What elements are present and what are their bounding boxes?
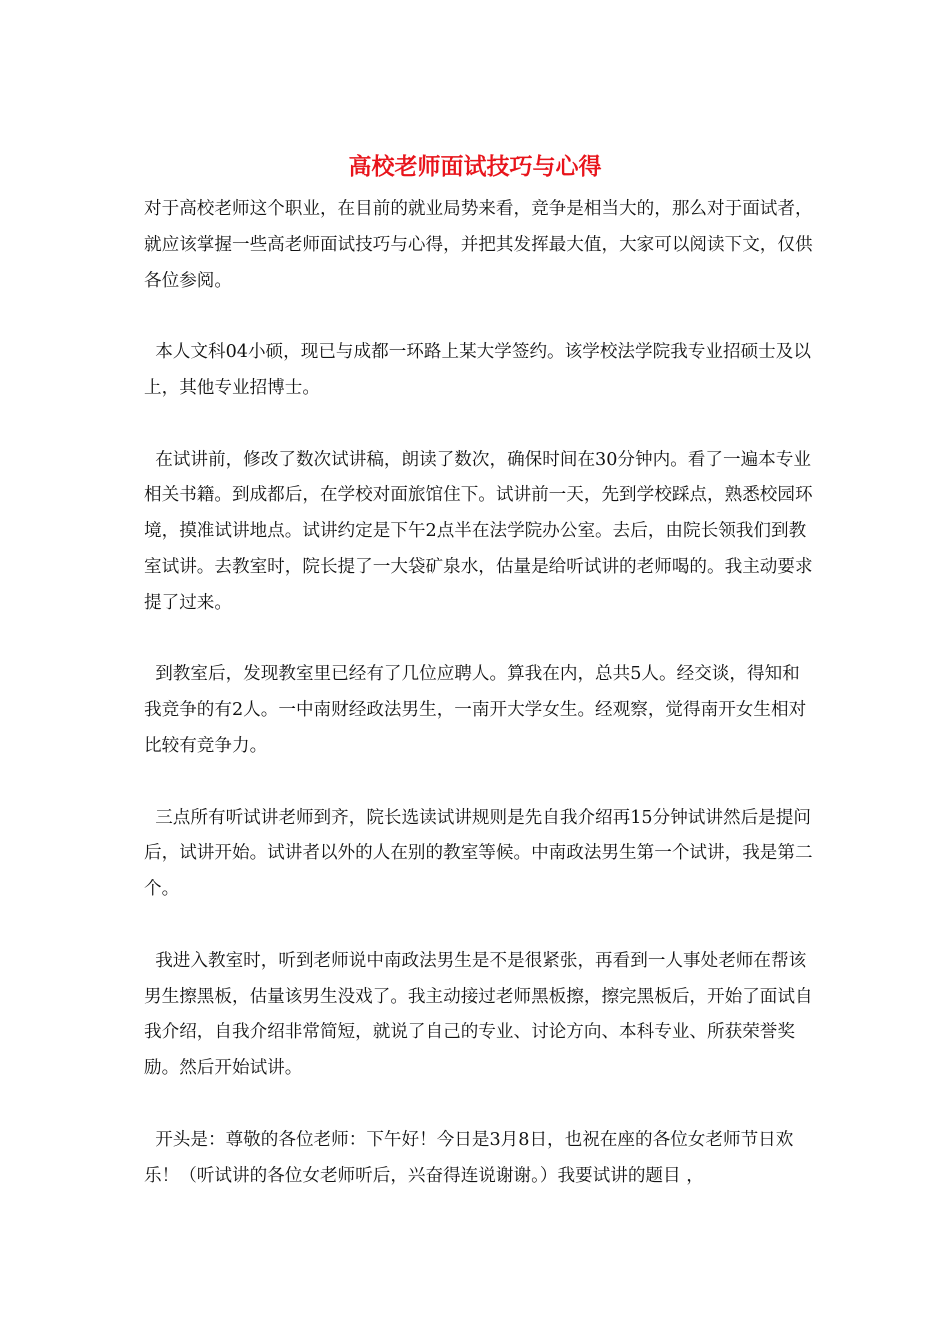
paragraph-preparation: 在试讲前，修改了数次试讲稿，朗读了数次，确保时间在30分钟内。看了一遍本专业相关书籍。到成都后，在学校对面旅馆住下。试讲前一天，先到学校踩点，熟悉校园环境，摸准试讲地点。试讲约定是下午2点半在法学院办公室。去后，由院长领我们到教室试讲。去教室时，院长提了一大袋矿泉水，估量是给听试讲的老师喝的。我主动要求提了过来。 xyxy=(144,449,813,613)
paragraph-classroom: 到教室后，发现教室里已经有了几位应聘人。算我在内，总共5人。经交谈，得知和我竞争的有2人。一中南财经政法男生，一南开大学女生。经观察，觉得南开女生相对比较有竞争力。 xyxy=(144,664,807,756)
paragraph-rules: 三点所有听试讲老师到齐，院长选读试讲规则是先自我介绍再15分钟试讲然后是提问后，试讲开始。试讲者以外的人在别的教室等候。中南政法男生第一个试讲，我是第二个。 xyxy=(144,807,813,900)
document-body xyxy=(144,192,814,1194)
paragraph-opening: 开头是：尊敬的各位老师：下午好！今日是3月8日，也祝在座的各位女老师节日欢乐！（听试讲的各位女老师听后，兴奋得连说谢谢。）我要试讲的题目 ， xyxy=(144,1129,794,1186)
paragraph-entering: 我进入教室时，听到老师说中南政法男生是不是很紧张，再看到一人事处老师在帮该男生擦黑板，估量该男生没戏了。我主动接过老师黑板擦，擦完黑板后，开始了面试自我介绍，自我介绍非常简短，就说了自己的专业、讨论方向、本科专业、所获荣誉奖励。然后开始试讲。 xyxy=(144,950,813,1079)
document-title: 高校老师面试技巧与心得 xyxy=(348,153,602,180)
paragraph-intro: 对于高校老师这个职业，在目前的就业局势来看，竞争是相当大的，那么对于面试者，就应该掌握一些高老师面试技巧与心得，并把其发挥最大值，大家可以阅读下文，仅供各位参阅。 xyxy=(144,199,813,291)
paragraph-background: 本人文科04小硕，现已与成都一环路上某大学签约。该学校法学院我专业招硕士及以上，其他专业招博士。 xyxy=(144,342,811,398)
